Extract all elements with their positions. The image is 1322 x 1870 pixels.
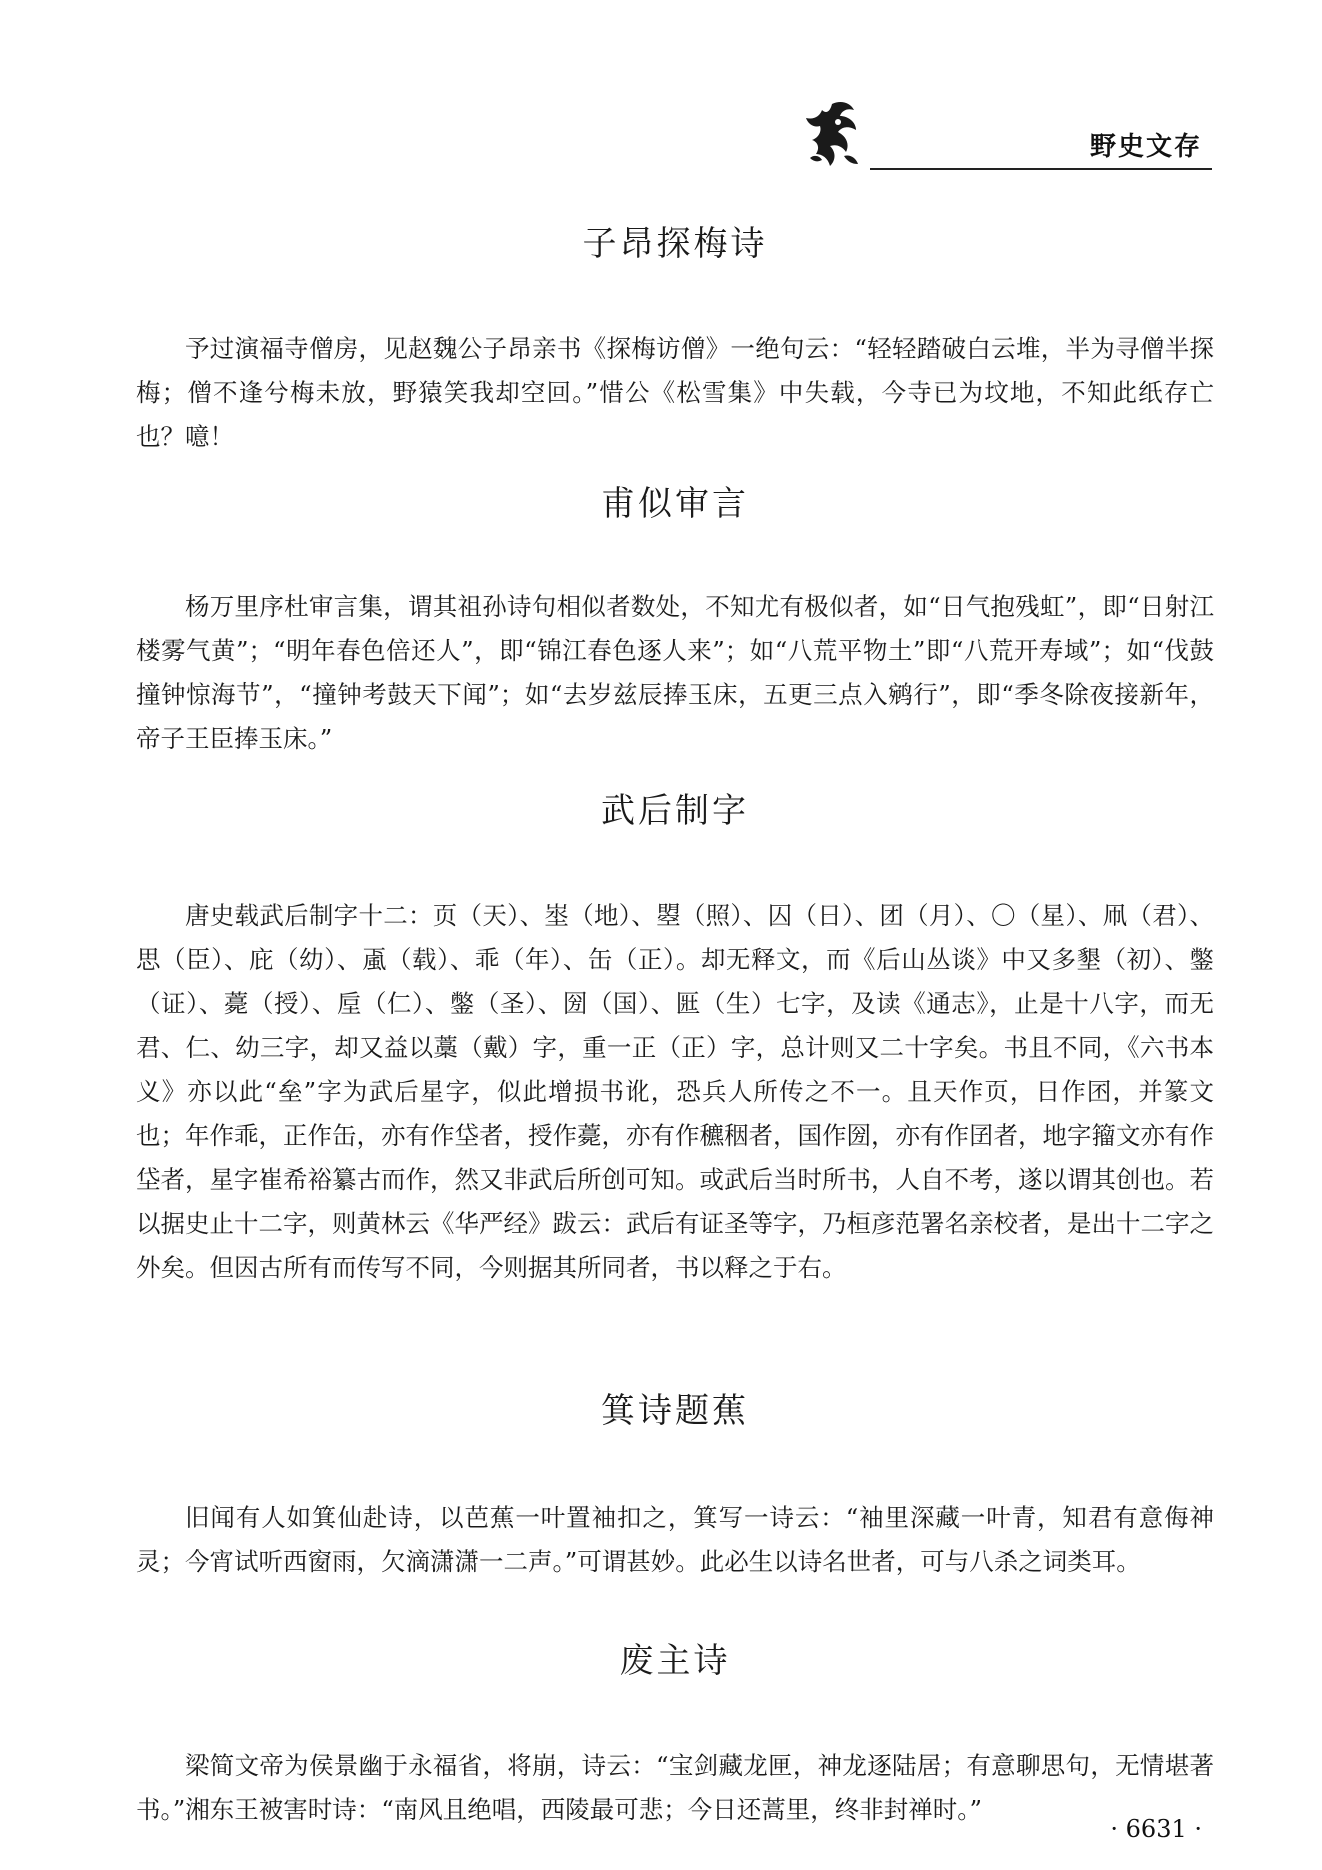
article-title: 子昂探梅诗 [582,224,768,264]
header-rule [870,168,1212,170]
article-title: 废主诗 [619,1641,731,1681]
page-header [792,96,1212,172]
dragon-icon [792,96,872,172]
article-title: 箕诗题蕉 [601,1391,749,1431]
article-body: 杨万里序杜审言集，谓其祖孙诗句相似者数处，不知尤有极似者，如“日气抱残虹”，即“日射江楼雾气黄”；“明年春色倍还人”，即“锦江春色逐人来”；如“八荒平物土”即“八荒开寿域”；如“伐鼓撞钟惊海节”，“撞钟考鼓天下闻”；如“去岁兹辰捧玉床，五更三点入鹓行”，即“季冬除夜接新年，帝子王臣捧玉床。” [136,592,1214,753]
article [136,1382,1214,1584]
article [136,215,1214,459]
page-number: · 6631 · [1110,1815,1202,1843]
article-body: 唐史载武后制字十二：页（天）、埊（地）、曌（照）、囚（日）、团（月）、〇（星）、凧（君）、思（臣）、庇（幼）、颪（载）、乖（年）、缶（正）。却无释文，而《后山丛谈》中又多墾（初）、鐅（证）、薧（授）、垕（仁）、鐅（圣）、圀（国）、匨（生）七字，及读《通志》，止是十八字，而无君、仁、幼三字，却又益以藁（戴）字，重一正（正）字，总计则又二十字矣。书且不同，《六书本义》亦以此“垒”字为武后星字，似此增损书讹，恐兵人所传之不一。且天作页，日作囨，并篆文也；年作乖，正作缶，亦有作垈者，授作薧，亦有作穮秵者，国作圀，亦有作囝者，地字籀文亦有作垈者，星字崔希裕纂古而作，然又非武后所创可知。或武后当时所书，人自不考，遂以谓其创也。若以据史止十二字，则黄林云《华严经》跋云：武后有证圣等字，乃桓彦范署名亲校者，是出十二字之外矣。但因古所有而传写不同，今则据其所同者，书以释之于右。 [136,901,1214,1282]
series-title: 野史文存 [1089,132,1202,162]
article [136,782,1214,1290]
article-body: 旧闻有人如箕仙赴诗，以芭蕉一叶置袖扣之，箕写一诗云：“袖里深藏一叶青，知君有意侮神灵；今宵试听西窗雨，欠滴潇潇一二声。”可谓甚妙。此必生以诗名世者，可与八杀之词类耳。 [136,1503,1214,1576]
article-body: 梁简文帝为侯景幽于永福省，将崩，诗云：“宝剑藏龙匣，神龙逐陆居；有意聊思句，无情堪著书。”湘东王被害时诗：“南风且绝唱，西陵最可悲；今日还蒿里，终非封禅时。” [136,1751,1214,1824]
article-title: 武后制字 [601,791,749,831]
article [136,475,1214,761]
article-body: 予过演福寺僧房，见赵魏公子昂亲书《探梅访僧》一绝句云：“轻轻踏破白云堆，半为寻僧半探梅；僧不逢兮梅未放，野猿笑我却空回。”惜公《松雪集》中失载，今寺已为坟地，不知此纸存亡也？噫！ [136,334,1214,451]
article-title: 甫似审言 [601,484,749,524]
article [136,1632,1214,1832]
